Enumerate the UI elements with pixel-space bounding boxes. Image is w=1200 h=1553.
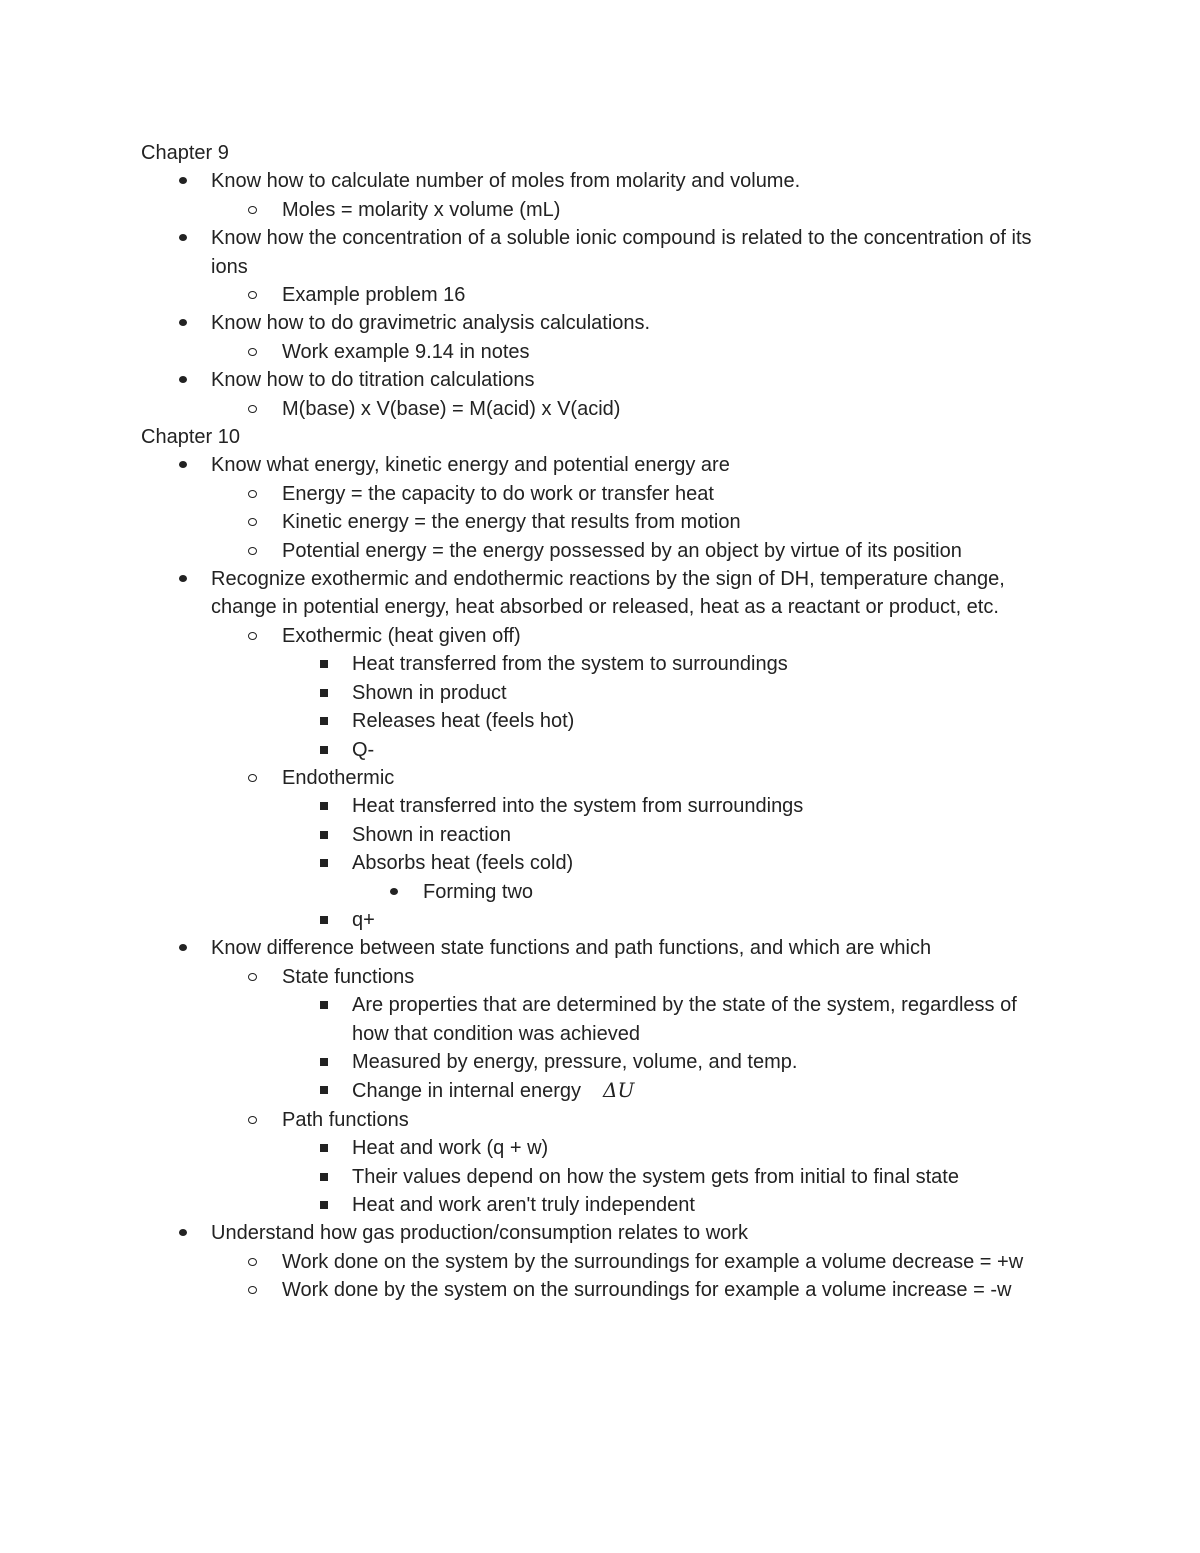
- item-text: Potential energy = the energy possessed by an object by virtue of its position: [282, 539, 962, 562]
- list-item: [141, 1134, 1052, 1162]
- item-text: Endothermic: [282, 766, 395, 789]
- list-item: [141, 309, 1061, 337]
- list-item: [141, 764, 1062, 792]
- list-item: [141, 167, 1061, 195]
- item-text: Shown in reaction: [352, 823, 511, 846]
- list-item: [141, 1048, 1052, 1076]
- item-text: Know how to calculate number of moles from molarity and volume.: [211, 170, 801, 193]
- item-text: Heat and work aren't truly independent: [352, 1194, 695, 1216]
- list-item: [141, 792, 1052, 820]
- item-text: Path functions: [282, 1108, 409, 1131]
- list-item: [141, 1276, 1062, 1304]
- list-item: [141, 1106, 1062, 1134]
- item-text: Work done by the system on the surroundings for example a volume increase = -w: [282, 1279, 1012, 1302]
- item-text: Moles = molarity x volume (mL): [282, 198, 561, 221]
- list-item: [141, 991, 1052, 1048]
- list-item: [141, 1219, 1061, 1247]
- list-item: [141, 821, 1052, 849]
- list-item: [141, 565, 1061, 622]
- item-text: Heat transferred from the system to surroundings: [352, 653, 788, 676]
- list-item: [141, 196, 1062, 224]
- item-text: Kinetic energy = the energy that results from motion: [282, 511, 741, 534]
- list-item: [141, 1076, 1052, 1105]
- list-item: [141, 451, 1061, 479]
- item-text: Exothermic (heat given off): [282, 624, 521, 647]
- item-text: Q-: [352, 738, 375, 761]
- item-text: M(base) x V(base) = M(acid) x V(acid): [282, 397, 621, 420]
- item-text: Releases heat (feels hot): [352, 710, 575, 733]
- list-item: [141, 508, 1062, 536]
- item-text: Recognize exothermic and endothermic reactions by the sign of DH, temperature change, change in potential energy, heat absorbed or released, heat as a reactant or product, etc.: [211, 568, 1005, 619]
- list-item: [141, 338, 1062, 366]
- list-item: [141, 281, 1062, 309]
- list-item: [141, 963, 1062, 991]
- list-item: [141, 480, 1062, 508]
- item-text: q+: [352, 908, 375, 931]
- item-text: Change in internal energy: [352, 1080, 582, 1103]
- list-item: [141, 395, 1062, 423]
- item-text: Understand how gas production/consumption relates to work: [211, 1222, 748, 1245]
- item-text: Know difference between state functions and path functions, and which are which: [211, 937, 932, 960]
- item-text: Heat transferred into the system from surroundings: [352, 795, 804, 818]
- item-text: Know how the concentration of a soluble ionic compound is related to the concentration of its ions: [211, 227, 1032, 278]
- item-text: Know how to do titration calculations: [211, 369, 535, 392]
- list-item: [141, 1163, 1052, 1191]
- chapter-9-heading: Chapter 9: [141, 142, 229, 164]
- list-item: [141, 224, 1061, 281]
- item-text: State functions: [282, 965, 415, 988]
- list-item: [141, 934, 1061, 962]
- list-item: [141, 622, 1062, 650]
- item-text: Work done on the system by the surroundings for example a volume decrease = +w: [282, 1250, 1024, 1273]
- item-text: Shown in product: [352, 681, 507, 704]
- list-item: [141, 679, 1052, 707]
- list-item: [141, 1248, 1062, 1276]
- list-item: [141, 736, 1052, 764]
- list-item: [141, 537, 1062, 565]
- delta-u-math: ΔU: [603, 1078, 635, 1103]
- list-item: [141, 366, 1061, 394]
- list-item: [141, 878, 1043, 906]
- item-text: Example problem 16: [282, 284, 466, 307]
- list-item: [141, 849, 1052, 877]
- chapter-10-heading: Chapter 10: [141, 426, 240, 449]
- item-text: Are properties that are determined by the state of the system, regardless of how that condition was achieved: [352, 994, 1017, 1045]
- item-text: Their values depend on how the system gets from initial to final state: [352, 1165, 959, 1188]
- item-text: Forming two: [423, 880, 534, 903]
- list-item: [141, 650, 1052, 678]
- item-text: Absorbs heat (feels cold): [352, 852, 574, 875]
- item-text: Energy = the capacity to do work or transfer heat: [282, 482, 714, 505]
- list-item: [141, 707, 1052, 735]
- list-item: [141, 1191, 1052, 1219]
- item-text: Heat and work (q + w): [352, 1137, 549, 1160]
- item-text: Know what energy, kinetic energy and potential energy are: [211, 454, 730, 477]
- item-text: Measured by energy, pressure, volume, and temp.: [352, 1050, 798, 1073]
- item-text: Know how to do gravimetric analysis calculations.: [211, 312, 651, 335]
- list-item: [141, 906, 1052, 934]
- notes-content: [141, 139, 1061, 1305]
- item-text: Work example 9.14 in notes: [282, 340, 530, 363]
